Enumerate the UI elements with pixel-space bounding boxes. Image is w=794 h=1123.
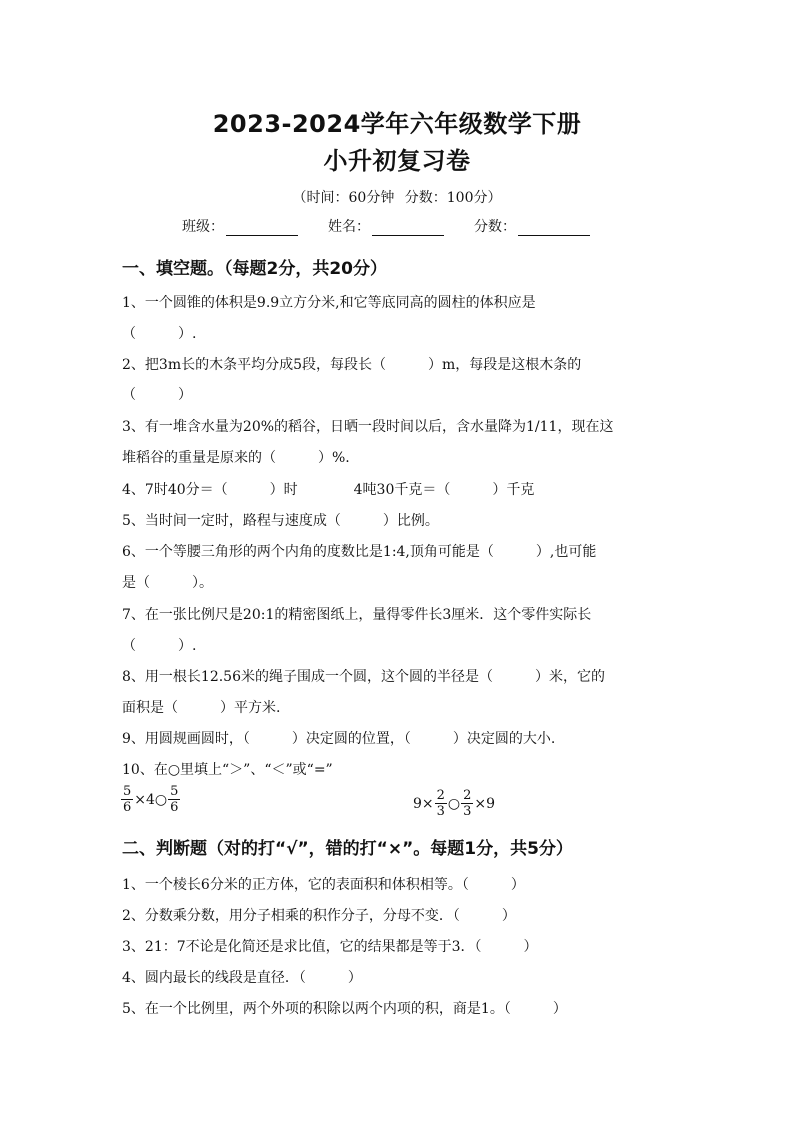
- expr-prefix: 9×: [413, 795, 434, 812]
- question-line: 1、一个圆锥的体积是9.9立方分米,和它等底同高的圆柱的体积应是: [122, 295, 536, 311]
- score-label: 分数：: [474, 219, 516, 235]
- denominator: 3: [436, 804, 445, 819]
- numerator: 5: [170, 784, 179, 799]
- expr-operator[interactable]: ○: [447, 795, 461, 812]
- numerator: 2: [436, 788, 445, 803]
- question-line: （ ）.: [122, 638, 197, 654]
- question-line: 8、用一根长12.56米的绳子围成一个圆，这个圆的半径是（ ）米，它的: [122, 669, 605, 685]
- question-line: 6、一个等腰三角形的两个内角的度数比是1:4,顶角可能是（ ）,也可能: [122, 544, 597, 560]
- name-blank[interactable]: [372, 221, 444, 236]
- title-line-1: 2023-2024学年六年级数学下册: [212, 110, 582, 138]
- title-line-2: 小升初复习卷: [323, 147, 471, 175]
- denominator: 3: [463, 804, 472, 819]
- student-info: [182, 216, 620, 236]
- question-line: 3、有一堆含水量为20%的稻谷，日晒一段时间以后，含水量降为1/11，现在这: [122, 419, 614, 435]
- numerator: 2: [463, 788, 472, 803]
- exam-subtitle: （时间：60分钟 分数：100分）: [292, 190, 502, 206]
- class-label: 班级：: [182, 219, 224, 235]
- question-line: 堆稻谷的重量是原来的（ ）%.: [122, 450, 350, 466]
- question-line: 2、把3m长的木条平均分成5段，每段长（ ）m，每段是这根木条的: [122, 357, 582, 373]
- numerator: 5: [123, 784, 132, 799]
- fraction: [435, 788, 447, 819]
- score-blank[interactable]: [518, 221, 590, 236]
- score-field[interactable]: [474, 216, 590, 236]
- class-field[interactable]: [182, 216, 298, 236]
- q10-expression-1: [120, 784, 181, 815]
- fraction: [121, 784, 133, 815]
- expr-operator[interactable]: ×4○: [134, 791, 168, 808]
- judgment-line: 5、在一个比例里，两个外项的积除以两个内项的积，商是1。（ ）: [122, 1001, 567, 1017]
- question-line: 9、用圆规画圆时，（ ）决定圆的位置，（ ）决定圆的大小.: [122, 731, 556, 747]
- denominator: 6: [123, 800, 132, 815]
- judgment-line: 3、21：7不论是化简还是求比值，它的结果都是等于3．（ ）: [122, 939, 538, 955]
- denominator: 6: [170, 800, 179, 815]
- q10-expression-2: [413, 788, 495, 819]
- section-1-heading: 一、填空题。（每题2分，共20分）: [122, 259, 387, 279]
- question-line: （ ）.: [122, 326, 197, 342]
- question-line: 4、7时40分＝（ ）时 4吨30千克＝（ ）千克: [122, 482, 535, 498]
- expr-suffix: ×9: [474, 795, 496, 812]
- question-line: 7、在一张比例尺是20:1的精密图纸上，量得零件长3厘米．这个零件实际长: [122, 607, 592, 623]
- judgment-line: 4、圆内最长的线段是直径．（ ）: [122, 970, 362, 986]
- fraction: [168, 784, 180, 815]
- name-field[interactable]: [328, 216, 444, 236]
- question-line: （ ）: [122, 387, 192, 403]
- question-line: 5、当时间一定时，路程与速度成（ ）比例。: [122, 513, 439, 529]
- class-blank[interactable]: [226, 221, 298, 236]
- name-label: 姓名：: [328, 219, 370, 235]
- section-2-heading: 二、判断题（对的打“√”，错的打“×”。每题1分，共5分）: [122, 839, 573, 859]
- fraction: [461, 788, 473, 819]
- judgment-line: 2、分数乘分数，用分子相乘的积作分子，分母不变．（ ）: [122, 908, 516, 924]
- question-line: 是（ ）。: [122, 575, 213, 591]
- question-line: 面积是（ ）平方米.: [122, 700, 281, 716]
- judgment-line: 1、一个棱长6分米的正方体，它的表面积和体积相等。（ ）: [122, 877, 525, 893]
- question-line: 10、在○里填上“＞”、“＜”或“=”: [122, 762, 333, 778]
